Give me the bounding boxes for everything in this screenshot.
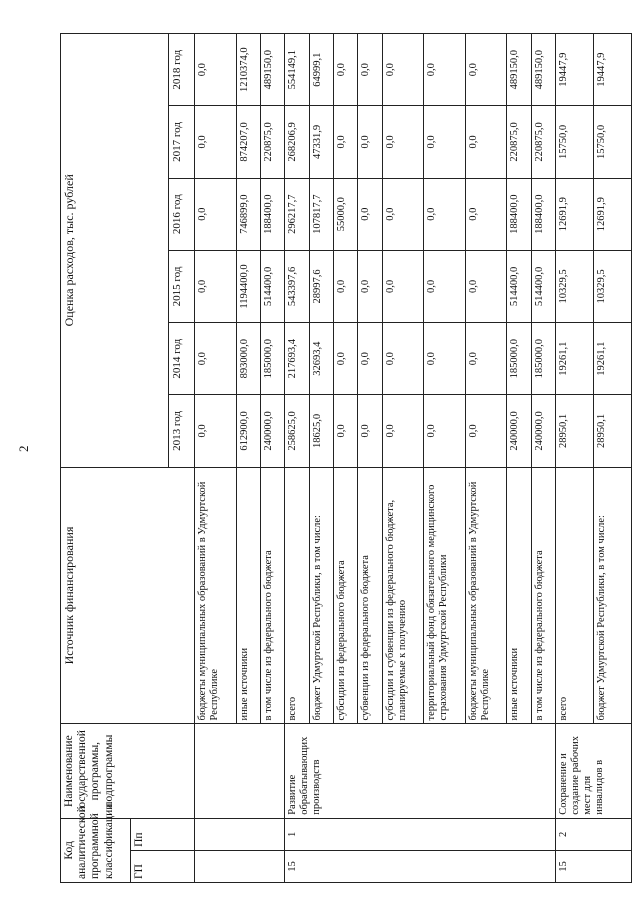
header-year-2017: 2017 год [169,106,195,178]
table-row: бюджет Удмуртской Республики, в том числе: 28950,1 19261,1 10329,5 12691,9 15750,0 19447,9 [593,34,631,883]
table-row: субвенции из федерального бюджета 0,0 0,0 0,0 0,0 0,0 0,0 [358,34,382,883]
gp-code: 15 [285,850,556,882]
table-row: 15 1 Развитие обрабатывающих производств всего 258625,0 217693,4 543397,6 296217,7 268206,9 554149,1 [285,34,309,883]
gp-code: 15 [555,850,631,882]
header-financing-source: Источник финансирования [61,467,195,724]
pp-code: 1 [285,818,556,850]
table-row: бюджет Удмуртской Республики, в том числе: 18625,0 32693,4 28997,6 107817,7 47331,9 64999,1 [309,34,333,883]
table-row: бюджеты муниципальных образований в Удмуртской Республике 0,0 0,0 0,0 0,0 0,0 0,0 [465,34,507,883]
header-program-name: Наименование государственной программы, подпрограммы [61,724,195,818]
header-year-2018: 2018 год [169,34,195,106]
rotated-table-container [60,33,632,883]
financing-table [60,33,632,883]
header-year-2016: 2016 год [169,178,195,250]
subprogram-name: Развитие обрабатывающих производств [285,724,556,818]
table-row: бюджеты муниципальных образований в Удмуртской Республике 0,0 0,0 0,0 0,0 0,0 0,0 [195,34,237,883]
table-row: иные источники 612900,0 893000,0 1194400,0 746899,0 874207,0 1210374,0 [236,34,260,883]
header-gp: ГП [131,850,195,882]
header-pp: Пп [131,818,195,850]
page-number: 2 [16,445,31,452]
table-row: субсидии из федерального бюджета 0,0 0,0 0,0 55000,0 0,0 0,0 [333,34,357,883]
pp-code: 2 [555,818,631,850]
header-year-2015: 2015 год [169,250,195,322]
table-row: субсидии и субвенции из федерального бюджета, планируемые к получению 0,0 0,0 0,0 0,0 0,0 0,0 [382,34,424,883]
subprogram-name: Сохранение и создание рабочих мест для инвалидов в [555,724,631,818]
table-row: в том числе из федерального бюджета 240000,0 185000,0 514400,0 188400,0 220875,0 489150,0 [260,34,284,883]
table-row: территориальный фонд обязательного медицинского страхования Удмуртской Республики 0,0 0,0 0,0 0,0 0,0 0,0 [424,34,466,883]
table-row: 15 2 Сохранение и создание рабочих мест для инвалидов в всего 28950,1 19261,1 10329,5 12691,9 15750,0 19447,9 [555,34,593,883]
header-year-2014: 2014 год [169,323,195,395]
header-expense-estimate: Оценка расходов, тыс. рублей [61,34,169,468]
table-row: иные источники 240000,0 185000,0 514400,0 188400,0 220875,0 489150,0 [507,34,531,883]
table-row: в том числе из федерального бюджета 240000,0 185000,0 514400,0 188400,0 220875,0 489150,0 [531,34,555,883]
header-code-group: Код аналитической программной классификации [61,818,131,882]
header-year-2013: 2013 год [169,395,195,467]
